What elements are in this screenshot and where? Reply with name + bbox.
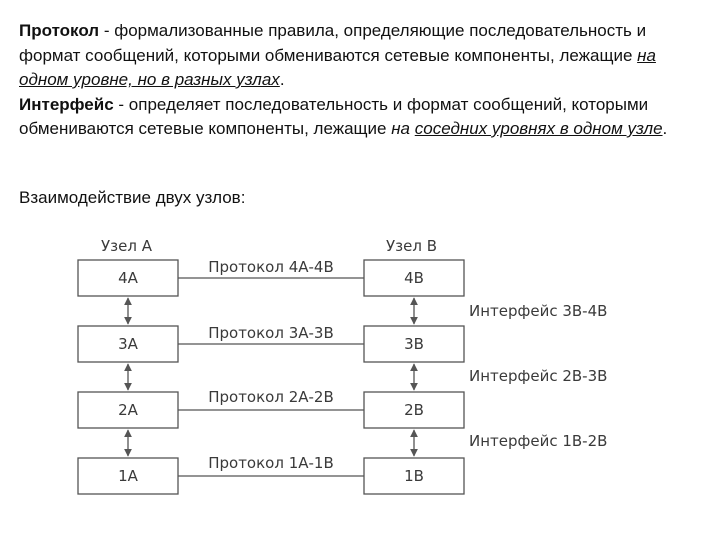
protocol-label-3: Протокол 3А-3В: [208, 324, 334, 342]
layer-label-4a: 4А: [118, 269, 138, 287]
layer-label-1b: 1В: [404, 467, 424, 485]
protocol-label-2: Протокол 2А-2В: [208, 388, 334, 406]
interaction-heading: Взаимодействие двух узлов:: [19, 188, 246, 207]
protocol-label-1: Протокол 1А-1В: [208, 454, 334, 472]
layer-label-3a: 3А: [118, 335, 138, 353]
protocol-label-4: Протокол 4А-4В: [208, 258, 334, 276]
interface-emphasis-b: соседних уровнях в одном узле: [414, 119, 663, 138]
interface-label-2b-3b: Интерфейс 2В-3В: [469, 367, 608, 385]
interface-label-1b-2b: Интерфейс 1В-2В: [469, 432, 608, 450]
node-a-title: Узел А: [101, 237, 152, 255]
protocol-emphasis: на одном уровне, но в разных узлах: [19, 45, 656, 89]
layer-label-3b: 3В: [404, 335, 424, 353]
interface-label-3b-4b: Интерфейс 3В-4В: [469, 302, 608, 320]
interface-text: - определяет последовательность и формат сообщений, которыми обмениваются сетевые компоненты, лежащие: [19, 94, 649, 138]
layer-label-2b: 2В: [404, 401, 424, 419]
interface-emphasis-a: на: [391, 119, 415, 138]
layer-label-4b: 4В: [404, 269, 424, 287]
layer-label-1a: 1А: [118, 467, 138, 485]
protocol-period: .: [279, 70, 285, 89]
protocol-term: Протокол: [19, 21, 100, 40]
layer-label-2a: 2А: [118, 401, 138, 419]
interface-period: .: [662, 119, 668, 138]
node-b-title: Узел В: [386, 237, 437, 255]
protocol-text: - формализованные правила, определяющие последовательность и формат сообщений, которыми обмениваются сетевые компоненты, лежащие: [19, 21, 647, 65]
interface-term: Интерфейс: [19, 94, 114, 114]
